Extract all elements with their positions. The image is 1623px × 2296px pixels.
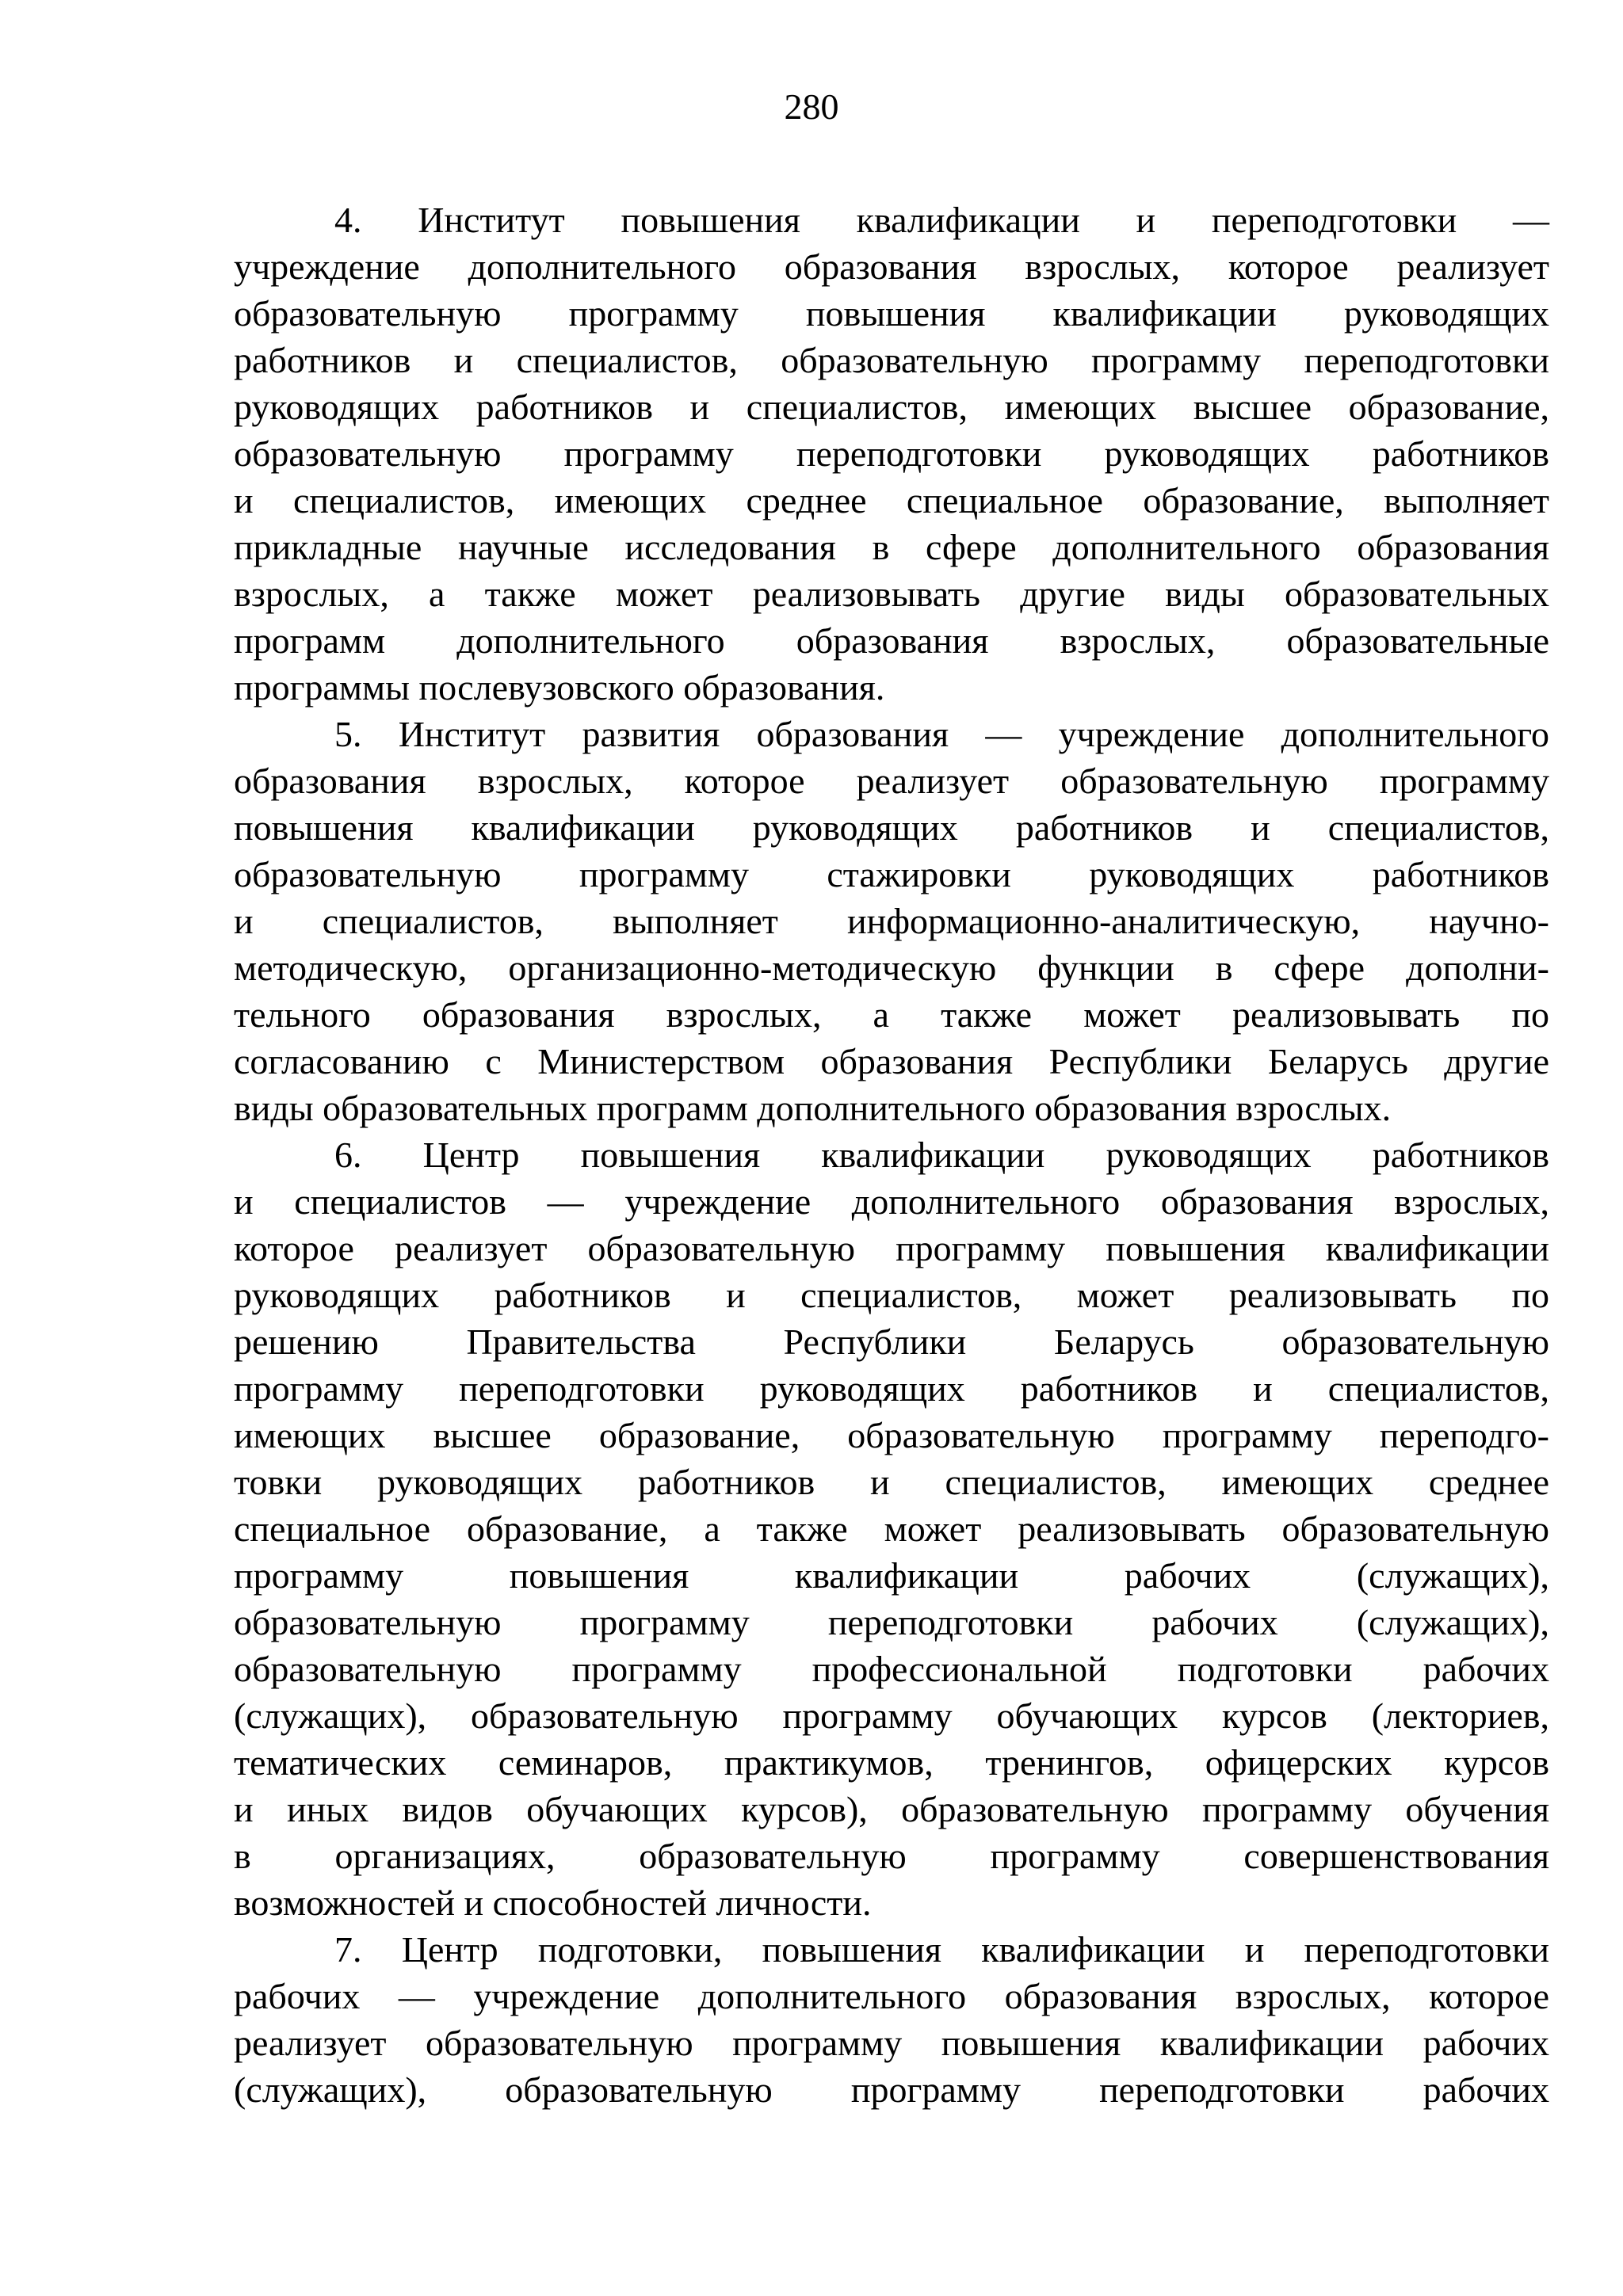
text-line: повышения квалификации руководящих работников и специалистов, — [234, 807, 1549, 848]
text-line: реализует образовательную программу повышения квалификации рабочих — [234, 2023, 1549, 2063]
text-line: виды образовательных программ дополнительного образования взрослых. — [234, 1088, 1392, 1128]
page-number: 280 — [784, 86, 839, 127]
text-line: образовательную программу переподготовки рабочих (служащих), — [234, 1602, 1549, 1642]
text-line: руководящих работников и специалистов, может реализовывать по — [234, 1275, 1549, 1315]
text-line: согласованию с Министерством образования Республики Беларусь другие — [234, 1041, 1549, 1081]
text-line: методическую, организационно-методическую функции в сфере дополни- — [234, 948, 1549, 988]
text-line: образовательную программу стажировки руководящих работников — [234, 854, 1549, 894]
text-line: образовательную программу профессиональной подготовки рабочих — [234, 1649, 1549, 1689]
text-line: 4. Институт повышения квалификации и переподготовки — — [334, 200, 1549, 240]
paragraph-4 — [234, 196, 1549, 711]
text-line: образования взрослых, которое реализует образовательную программу — [234, 761, 1549, 801]
text-line: работников и специалистов, образовательную программу переподготовки — [234, 340, 1549, 380]
text-line: прикладные научные исследования в сфере дополнительного образования — [234, 527, 1549, 567]
text-line: образовательную программу переподготовки руководящих работников — [234, 433, 1549, 474]
paragraph-5 — [234, 711, 1549, 1131]
text-line: (служащих), образовательную программу обучающих курсов (лекториев, — [234, 1695, 1549, 1736]
text-line: учреждение дополнительного образования взрослых, которое реализует — [234, 246, 1549, 287]
paragraph-7 — [234, 1926, 1549, 2113]
text-line: взрослых, а также может реализовывать другие виды образовательных — [234, 574, 1549, 614]
text-line: рабочих — учреждение дополнительного образования взрослых, которое — [234, 1976, 1549, 2016]
text-line: решению Правительства Республики Беларусь образовательную — [234, 1322, 1549, 1362]
text-line: имеющих высшее образование, образовательную программу переподго- — [234, 1415, 1549, 1455]
text-line: руководящих работников и специалистов, имеющих высшее образование, — [234, 387, 1549, 427]
text-line: специальное образование, а также может реализовывать образовательную — [234, 1508, 1549, 1549]
text-line: 7. Центр подготовки, повышения квалификации и переподготовки — [334, 1929, 1549, 1970]
text-line: и специалистов, имеющих среднее специальное образование, выполняет — [234, 480, 1549, 521]
text-line: тельного образования взрослых, а также может реализовывать по — [234, 994, 1549, 1035]
text-line: тематических семинаров, практикумов, тренингов, офицерских курсов — [234, 1742, 1549, 1783]
text-line: в организациях, образовательную программу совершенствования — [234, 1836, 1549, 1876]
text-line: программы послевузовского образования. — [234, 667, 885, 707]
text-line: образовательную программу повышения квалификации руководящих — [234, 293, 1549, 334]
text-line: программу повышения квалификации рабочих (служащих), — [234, 1555, 1549, 1596]
text-line: и специалистов, выполняет информационно-аналитическую, научно- — [234, 901, 1549, 941]
text-line: программ дополнительного образования взрослых, образовательные — [234, 620, 1549, 661]
text-line: 5. Институт развития образования — учреждение дополнительного — [334, 714, 1549, 754]
paragraph-6 — [234, 1131, 1549, 1926]
text-line: 6. Центр повышения квалификации руководящих работников — [334, 1135, 1549, 1175]
document-body — [234, 196, 1549, 2113]
text-line: программу переподготовки руководящих работников и специалистов, — [234, 1368, 1549, 1409]
text-line: товки руководящих работников и специалистов, имеющих среднее — [234, 1462, 1549, 1502]
text-line: и иных видов обучающих курсов), образовательную программу обучения — [234, 1789, 1549, 1829]
text-line: которое реализует образовательную программу повышения квалификации — [234, 1228, 1549, 1268]
text-line: (служащих), образовательную программу переподготовки рабочих — [234, 2069, 1549, 2110]
text-line: возможностей и способностей личности. — [234, 1882, 872, 1923]
text-line: и специалистов — учреждение дополнительного образования взрослых, — [234, 1181, 1549, 1222]
